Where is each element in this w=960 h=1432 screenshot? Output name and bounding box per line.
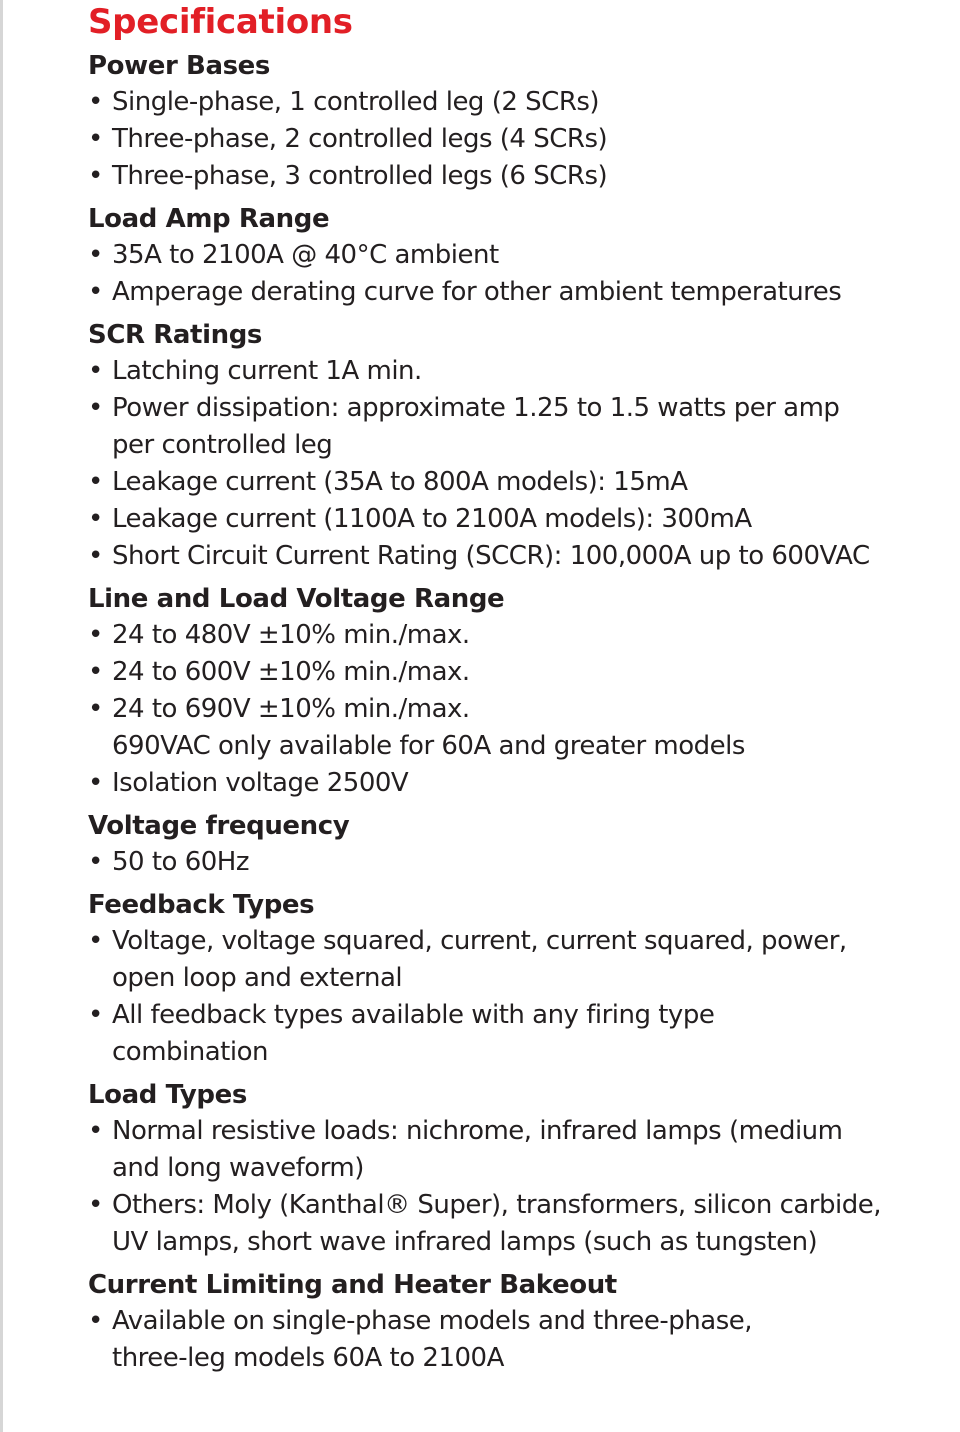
section-heading: Power Bases — [88, 51, 270, 81]
spec-section — [88, 1077, 950, 1261]
spec-item-text: Three-phase, 3 controlled legs (6 SCRs) — [112, 161, 608, 191]
spec-list-item — [88, 617, 950, 654]
spec-list-item — [88, 237, 950, 274]
spec-item-text: Leakage current (35A to 800A models): 15mA — [112, 467, 688, 497]
spec-item-text: Leakage current (1100A to 2100A models): 300mA — [112, 504, 752, 534]
bullet-icon: • — [88, 1116, 103, 1146]
bullet-icon: • — [88, 356, 103, 386]
spec-list-item — [88, 691, 950, 765]
spec-list-item — [88, 158, 950, 195]
bullet-icon: • — [88, 768, 103, 798]
bullet-icon: • — [88, 393, 103, 423]
bullet-icon: • — [88, 694, 103, 724]
spec-item-text: Single-phase, 1 controlled leg (2 SCRs) — [112, 87, 600, 117]
spec-list-item — [88, 274, 950, 311]
bullet-icon: • — [88, 541, 103, 571]
specifications-page — [88, 0, 950, 1377]
spec-item-text: Others: Moly (Kanthal® Super), transformers, silicon carbide, UV lamps, short wave infrared lamps (such as tungsten) — [112, 1190, 881, 1257]
spec-list-item — [88, 84, 950, 121]
bullet-icon: • — [88, 87, 103, 117]
spec-item-text: 24 to 600V ±10% min./max. — [112, 657, 470, 687]
spec-list-item — [88, 654, 950, 691]
spec-item-text: Available on single-phase models and three-phase, three-leg models 60A to 2100A — [112, 1306, 753, 1373]
spec-list-item — [88, 1113, 950, 1187]
bullet-icon: • — [88, 467, 103, 497]
bullet-icon: • — [88, 504, 103, 534]
section-heading: Load Amp Range — [88, 204, 330, 234]
spec-item-text: Amperage derating curve for other ambient temperatures — [112, 277, 842, 307]
bullet-icon: • — [88, 1000, 103, 1030]
spec-list-item — [88, 501, 950, 538]
spec-item-text: Voltage, voltage squared, current, current squared, power, open loop and external — [112, 926, 847, 993]
spec-list — [88, 923, 950, 1071]
bullet-icon: • — [88, 240, 103, 270]
spec-section — [88, 887, 950, 1071]
spec-list-item — [88, 1187, 950, 1261]
spec-list-item — [88, 353, 950, 390]
bullet-icon: • — [88, 1306, 103, 1336]
spec-list-item — [88, 464, 950, 501]
page-left-edge — [0, 0, 3, 1432]
sections-container — [88, 48, 950, 1377]
spec-item-text: 50 to 60Hz — [112, 847, 249, 877]
section-heading: Current Limiting and Heater Bakeout — [88, 1270, 617, 1300]
section-heading: Voltage frequency — [88, 811, 350, 841]
spec-section — [88, 48, 950, 195]
spec-list — [88, 84, 950, 195]
spec-list-item — [88, 923, 950, 997]
spec-list-item — [88, 538, 950, 575]
bullet-icon: • — [88, 124, 103, 154]
spec-item-text: Normal resistive loads: nichrome, infrared lamps (medium and long waveform) — [112, 1116, 843, 1183]
spec-list-item — [88, 1303, 950, 1377]
spec-section — [88, 1267, 950, 1377]
bullet-icon: • — [88, 277, 103, 307]
spec-list-item — [88, 844, 950, 881]
spec-list-item — [88, 121, 950, 158]
spec-item-text: All feedback types available with any firing type combination — [112, 1000, 715, 1067]
bullet-icon: • — [88, 161, 103, 191]
spec-list — [88, 1113, 950, 1261]
spec-list — [88, 844, 950, 881]
spec-section — [88, 581, 950, 802]
bullet-icon: • — [88, 1190, 103, 1220]
bullet-icon: • — [88, 926, 103, 956]
spec-section — [88, 317, 950, 575]
bullet-icon: • — [88, 847, 103, 877]
spec-item-text: Short Circuit Current Rating (SCCR): 100,000A up to 600VAC — [112, 541, 870, 571]
spec-section — [88, 201, 950, 311]
spec-list — [88, 237, 950, 311]
spec-list-item — [88, 997, 950, 1071]
spec-list — [88, 1303, 950, 1377]
spec-list — [88, 353, 950, 575]
bullet-icon: • — [88, 620, 103, 650]
spec-item-text: 24 to 690V ±10% min./max. 690VAC only available for 60A and greater models — [112, 694, 745, 761]
spec-list-item — [88, 390, 950, 464]
spec-item-text: Isolation voltage 2500V — [112, 768, 409, 798]
spec-section — [88, 808, 950, 881]
section-heading: SCR Ratings — [88, 320, 262, 350]
bullet-icon: • — [88, 657, 103, 687]
spec-item-text: 24 to 480V ±10% min./max. — [112, 620, 470, 650]
section-heading: Load Types — [88, 1080, 247, 1110]
spec-list — [88, 617, 950, 802]
spec-item-text: Three-phase, 2 controlled legs (4 SCRs) — [112, 124, 608, 154]
page-title: Specifications — [88, 2, 353, 42]
section-heading: Feedback Types — [88, 890, 315, 920]
spec-item-text: Latching current 1A min. — [112, 356, 422, 386]
spec-list-item — [88, 765, 950, 802]
spec-item-text: 35A to 2100A @ 40°C ambient — [112, 240, 499, 270]
section-heading: Line and Load Voltage Range — [88, 584, 505, 614]
spec-item-text: Power dissipation: approximate 1.25 to 1.5 watts per amp per controlled leg — [112, 393, 840, 460]
